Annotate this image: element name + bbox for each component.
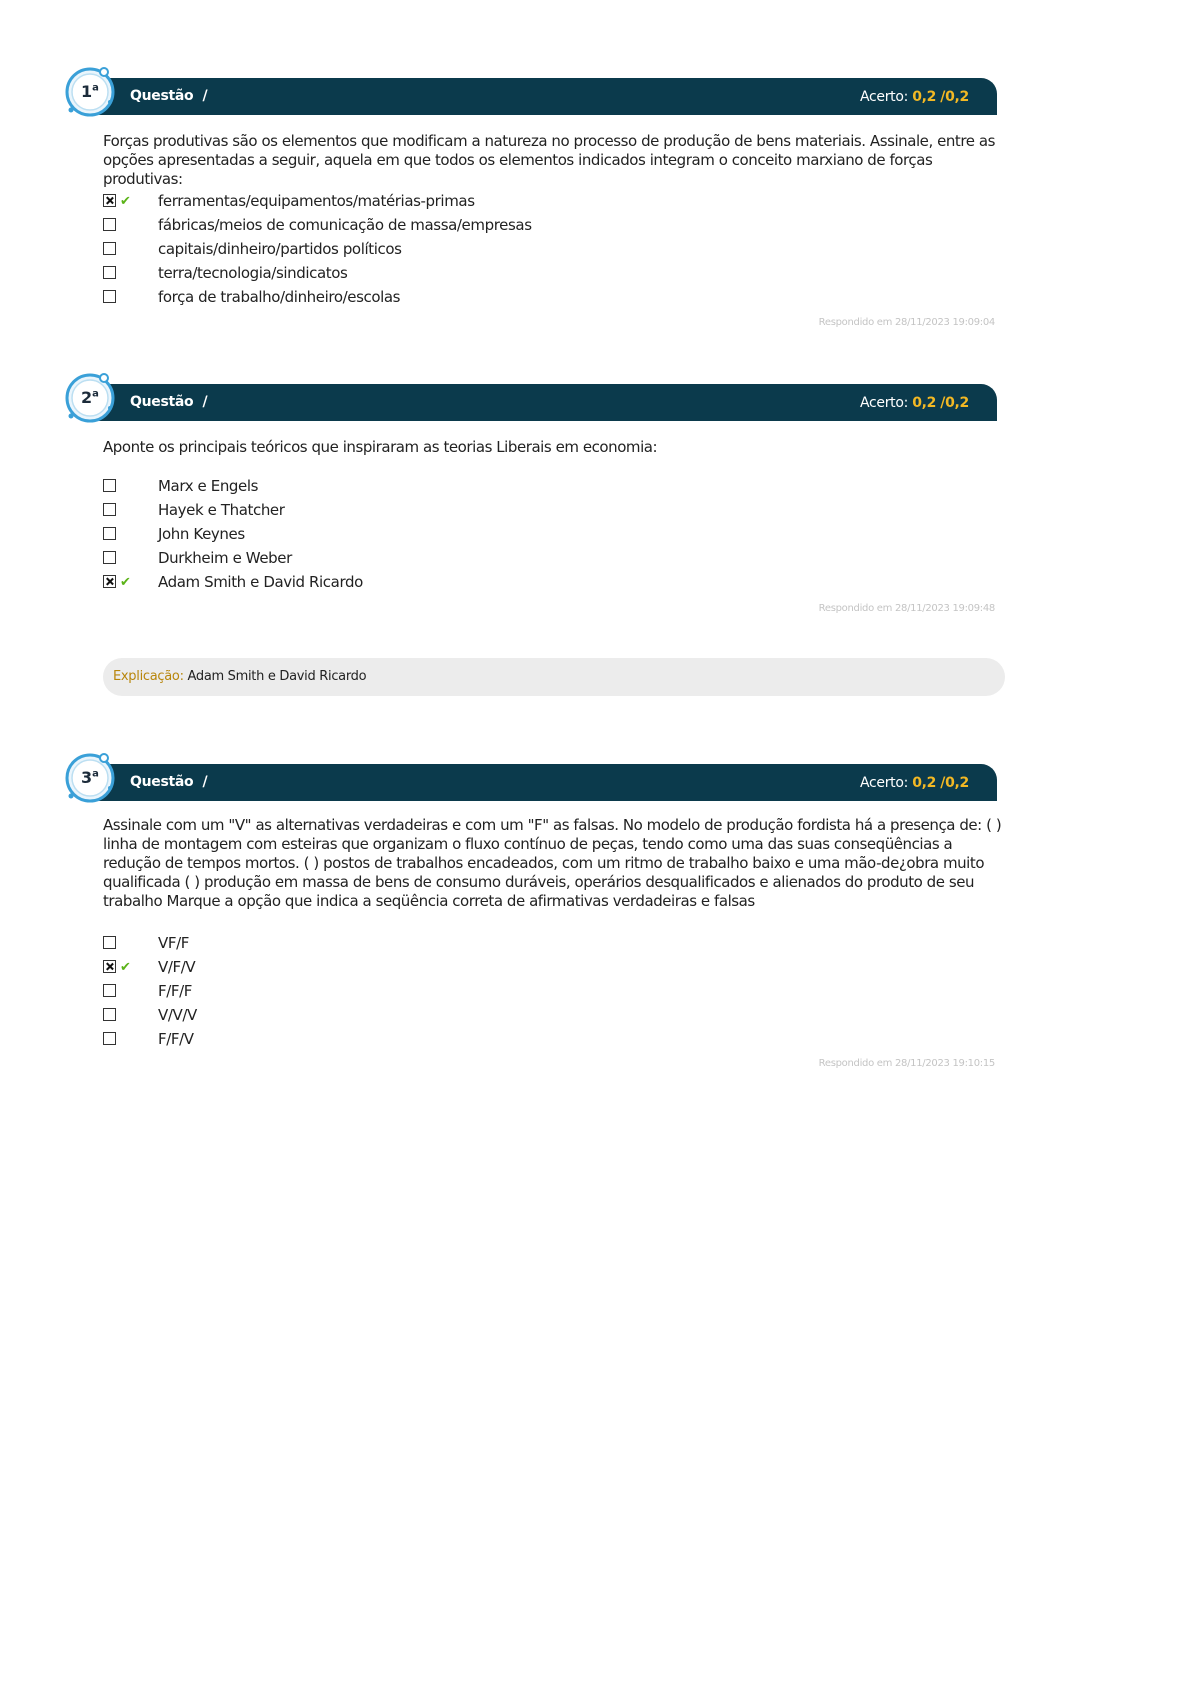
question-header: [94, 78, 997, 115]
question-stem: Assinale com um "V" as alternativas verdadeiras e com um "F" as falsas. No modelo de produção fordista há a presença de: ( ) linha de montagem com esteiras que organizam o fluxo contínuo de peças, tendo como uma das suas conseqüências a redução de tempos mortos. ( ) postos de trabalhos encadeados, com um ritmo de trabalho baixo e uma mão-de¿obra muito qualificada ( ) produção em massa de bens de consumo duráveis, operários desqualificados e alienados do produto de seu trabalho Marque a opção que indica a seqüência correta de afirmativas verdadeiras e falsas: [103, 816, 1002, 910]
unchecked-box-icon[interactable]: [103, 527, 116, 540]
unchecked-box-icon[interactable]: [103, 984, 116, 997]
question-number-badge-icon: 3$^a$: [64, 752, 114, 802]
unchecked-box-icon[interactable]: [103, 503, 116, 516]
unchecked-box-icon[interactable]: [103, 290, 116, 303]
answered-timestamp: Respondido em 28/11/2023 19:09:48: [818, 603, 995, 614]
unchecked-box-icon[interactable]: [103, 936, 116, 949]
unchecked-box-icon[interactable]: [103, 1032, 116, 1045]
unchecked-box-icon[interactable]: [103, 242, 116, 255]
question-header: [94, 764, 997, 801]
question-stem: Forças produtivas são os elementos que modificam a natureza no processo de produção de bens materiais. Assinale, entre as opções apresentadas a seguir, aquela em que todos os elementos indicados integram o conceito marxiano de forças produtivas:: [103, 132, 995, 188]
explanation-label: Explicação:: [113, 669, 184, 684]
unchecked-box-icon[interactable]: [103, 218, 116, 231]
answered-timestamp: Respondido em 28/11/2023 19:10:15: [818, 1058, 995, 1069]
question-title: Questão /: [130, 774, 208, 790]
question-stem: Aponte os principais teóricos que inspiraram as teorias Liberais em economia:: [103, 438, 658, 456]
explanation-text: Adam Smith e David Ricardo: [187, 669, 367, 684]
checked-box-icon[interactable]: [103, 575, 116, 588]
green-check-icon: ✔: [120, 960, 131, 975]
question-title: Questão /: [130, 88, 208, 104]
green-check-icon: ✔: [120, 575, 131, 590]
unchecked-box-icon[interactable]: [103, 266, 116, 279]
green-check-icon: ✔: [120, 194, 131, 209]
question-header: [94, 384, 997, 421]
question-3: Questão / Acerto: 0,2 /0,2 3$^a$ Assinale com um "V" as alternativas verdadeiras e com um "F" as falsas. No modelo de produção fordista há a presença de: ( ) linha de montagem com esteiras que organizam o fluxo contínuo de peças, tendo como uma das suas conseqüências a redução de tempos mortos. ( ) postos de trabalhos encadeados, com um ritmo de trabalho baixo e uma mão-de¿obra muito qualificada ( ) produção em massa de bens de consumo duráveis, operários desqualificados e alienados do produto de seu trabalho Marque a opção que indica a seqüência correta de afirmativas verdadeiras e falsas VF/F ✔ V/F/V F/F/F V/V/V F/F/V Respondido em 28/11/2023 19:10:15: [64, 752, 1034, 1082]
unchecked-box-icon[interactable]: [103, 551, 116, 564]
question-number-badge-icon: 1$^a$: [64, 66, 114, 116]
question-score: Acerto: 0,2 /0,2: [859, 775, 969, 791]
explanation-box: [103, 658, 1005, 696]
question-1: Questão / Acerto: 0,2 /0,2 1$^a$ Forças produtivas são os elementos que modificam a natureza no processo de produção de bens materiais. Assinale, entre as opções apresentadas a seguir, aquela em que todos os elementos indicados integram o conceito marxiano de forças produtivas: ✔ ferramentas/equipamentos/matérias-primas fábricas/meios de comunicação de massa/empresas capitais/dinheiro/partidos políticos terra/tecnologia/sindicatos força de trabalho/dinheiro/escolas Respondido em 28/11/2023 19:09:04: [64, 66, 1034, 336]
answered-timestamp: Respondido em 28/11/2023 19:09:04: [818, 317, 995, 328]
checked-box-icon[interactable]: [103, 194, 116, 207]
question-score: Acerto: 0,2 /0,2: [859, 395, 969, 411]
question-number-badge-icon: 2$^a$: [64, 372, 114, 422]
unchecked-box-icon[interactable]: [103, 479, 116, 492]
question-title: Questão /: [130, 394, 208, 410]
question-score: Acerto: 0,2 /0,2: [859, 89, 969, 105]
question-2: Questão / Acerto: 0,2 /0,2 2$^a$ Aponte os principais teóricos que inspiraram as teorias Liberais em economia: Marx e Engels Hayek e Thatcher John Keynes Durkheim e Weber ✔ Adam Smith e David Ricardo Respondido em 28/11/2023 19:09:48: [64, 372, 1034, 622]
unchecked-box-icon[interactable]: [103, 1008, 116, 1021]
checked-box-icon[interactable]: [103, 960, 116, 973]
